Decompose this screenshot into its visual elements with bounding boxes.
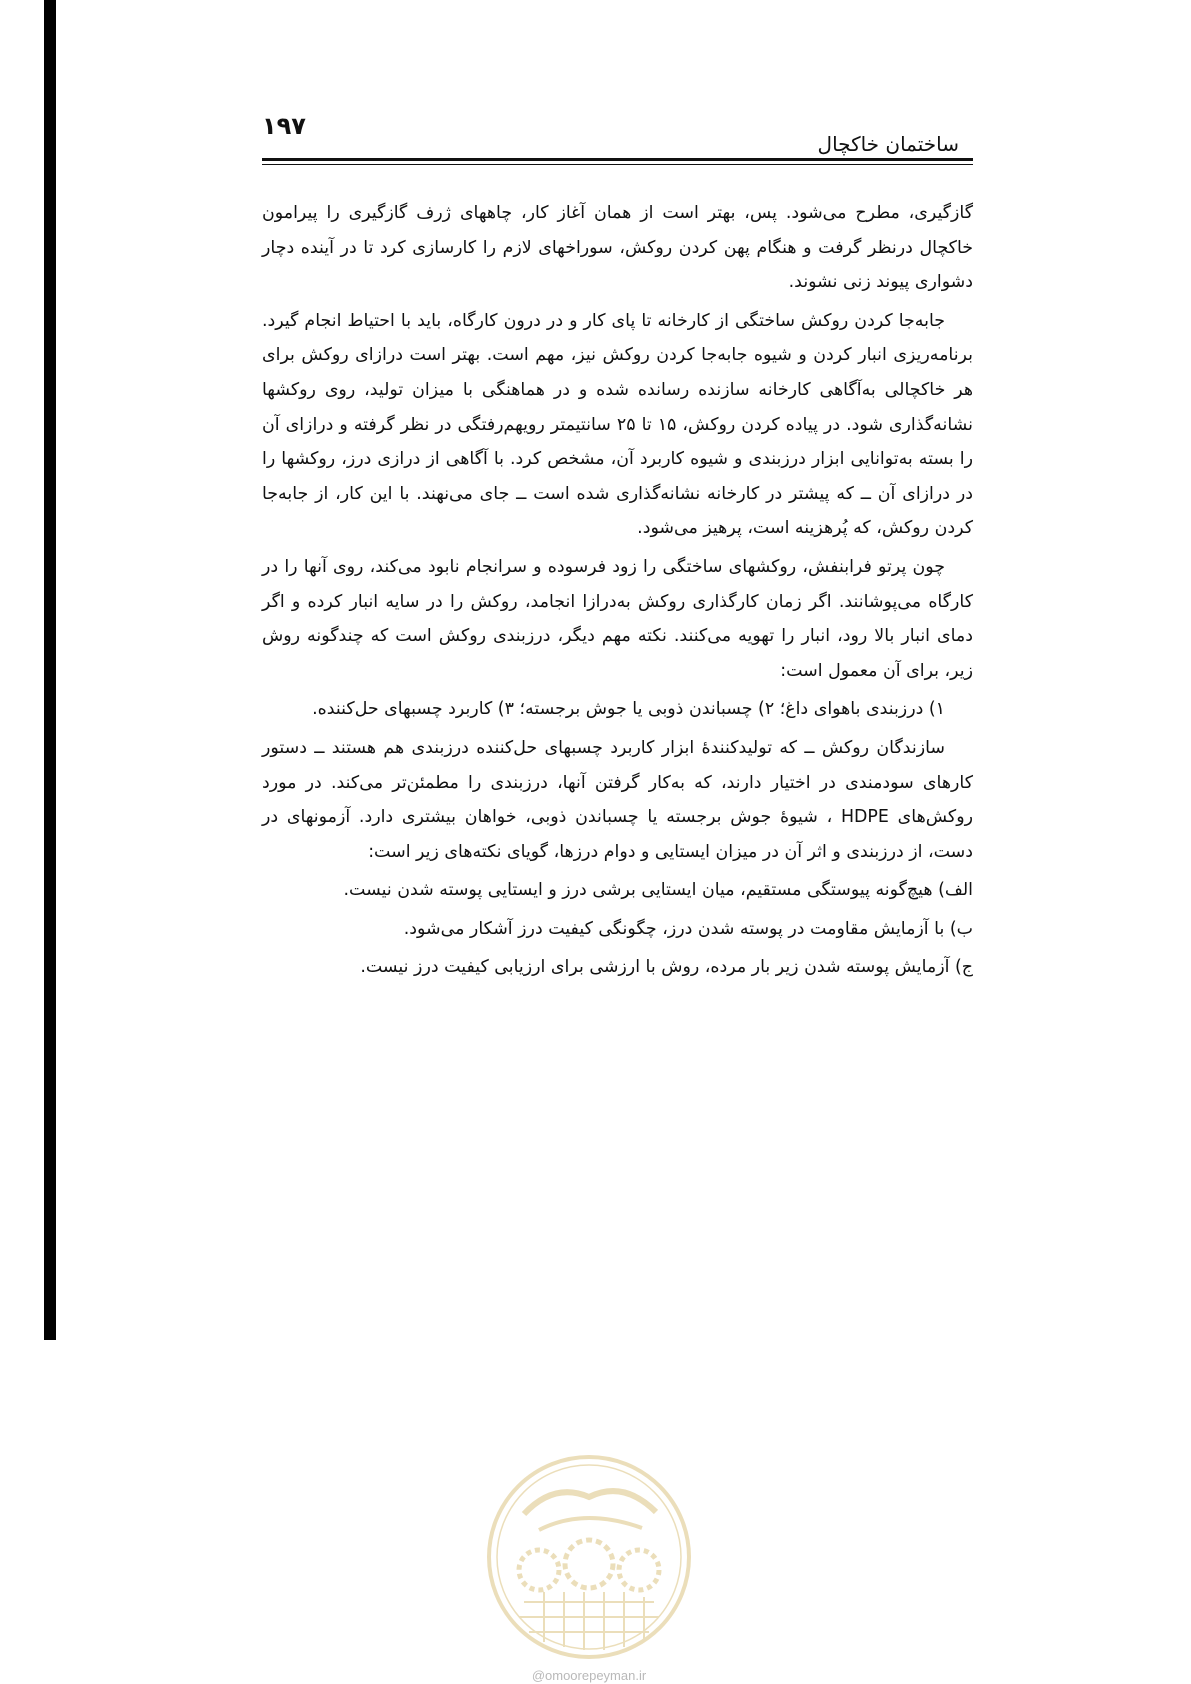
body-text [262,196,973,989]
list-item-alef: الف) هیچ‌گونه پیوستگی مستقیم، میان ایستایی برشی درز و ایستایی پوسته شدن نیست. [343,880,973,901]
paragraph-gas-wells: گازگیری، مطرح می‌شود. پس، بهتر است از همان آغاز کار، چاههای ژرف گازگیری را پیرامون خاکچال درنظر گرفت و هنگام پهن کردن روکش، سوراخهای لازم را کارسازی کرد تا در آینده دچار دشواری پیوند زنی نشوند. [262,203,973,293]
header-rule-thin [262,164,973,165]
watermark-logo-icon [484,1452,694,1662]
running-head: ساختمان خاکچال [817,132,959,156]
scan-margin-bar [44,0,56,1340]
watermark-url: @omoorepeyman.ir [531,1668,647,1683]
paragraph-uv-protection: چون پرتو فرابنفش، روکشهای ساختگی را زود فرسوده و سرانجام نابود می‌کند، روی آنها را در کارگاه می‌پوشانند. اگر زمان کارگذاری روکش به‌درازا انجامد، روکش را در سایه انبار کرده و اگر دمای انبار بالا رود، انبار را تهویه می‌کنند. نکته مهم دیگر، درزبندی روکش است که چندگونه روش زیر، برای آن معمول است: [262,556,973,681]
list-item-be: ب) با آزمایش مقاومت در پوسته شدن درز، چگونگی کیفیت درز آشکار می‌شود. [403,918,973,939]
page-number: ۱۹۷ [262,112,306,140]
list-item-jim: ج) آزمایش پوسته شدن زیر بار مرده، روش با ارزشی برای ارزیابی کیفیت درز نیست. [360,957,973,978]
paragraph-seaming-methods: ۱) درزبندی باهوای داغ؛ ۲) چسباندن ذوبی یا جوش برجسته؛ ۳) کاربرد چسبهای حل‌کننده. [312,699,945,720]
paragraph-liner-handling: جابه‌جا کردن روکش ساختگی از کارخانه تا پای کار و در درون کارگاه، باید با احتیاط انجام گیرد. برنامه‌ریزی انبار کردن و شیوه جابه‌جا کردن روکش نیز، مهم است. بهتر است درازای روکش برای هر خاکچالی به‌آگاهی کارخانه سازنده رسانده شده و در هماهنگی با میزان تولید، روی روکشها نشانه‌گذاری شود. در پیاده کردن روکش، ۱۵ تا ۲۵ سانتیمتر رویهم‌رفتگی در نظر گرفته و درازای آن را بسته به‌توانایی ابزار درزبندی و شیوه کاربرد آن، مشخص کرد. با آگاهی از درازی درز، روکشها را در درازای آن ــ که پیشتر در کارخانه نشانه‌گذاری شده است ــ جای می‌نهند. با این کار، از جابه‌جا کردن روکش، که پُرهزینه است، پرهیز می‌شود. [262,310,973,539]
header-rule-thick [262,158,973,161]
paragraph-manufacturers: سازندگان روکش ــ که تولیدکنندهٔ ابزار کاربرد چسبهای حل‌کننده درزبندی هم هستند ــ دستور کارهای سودمندی در اختیار دارند، که به‌کار گرفتن آنها، درزبندی را مطمئن‌تر می‌کند. در مورد روکش‌های HDPE ، شیوهٔ جوش برجسته یا چسباندن ذوبی، خواهان بیشتری دارد. آزمونهای در دست، از درزبندی و اثر آن در میزان ایستایی و دوام درزها، گویای نکته‌های زیر است: [262,737,973,862]
